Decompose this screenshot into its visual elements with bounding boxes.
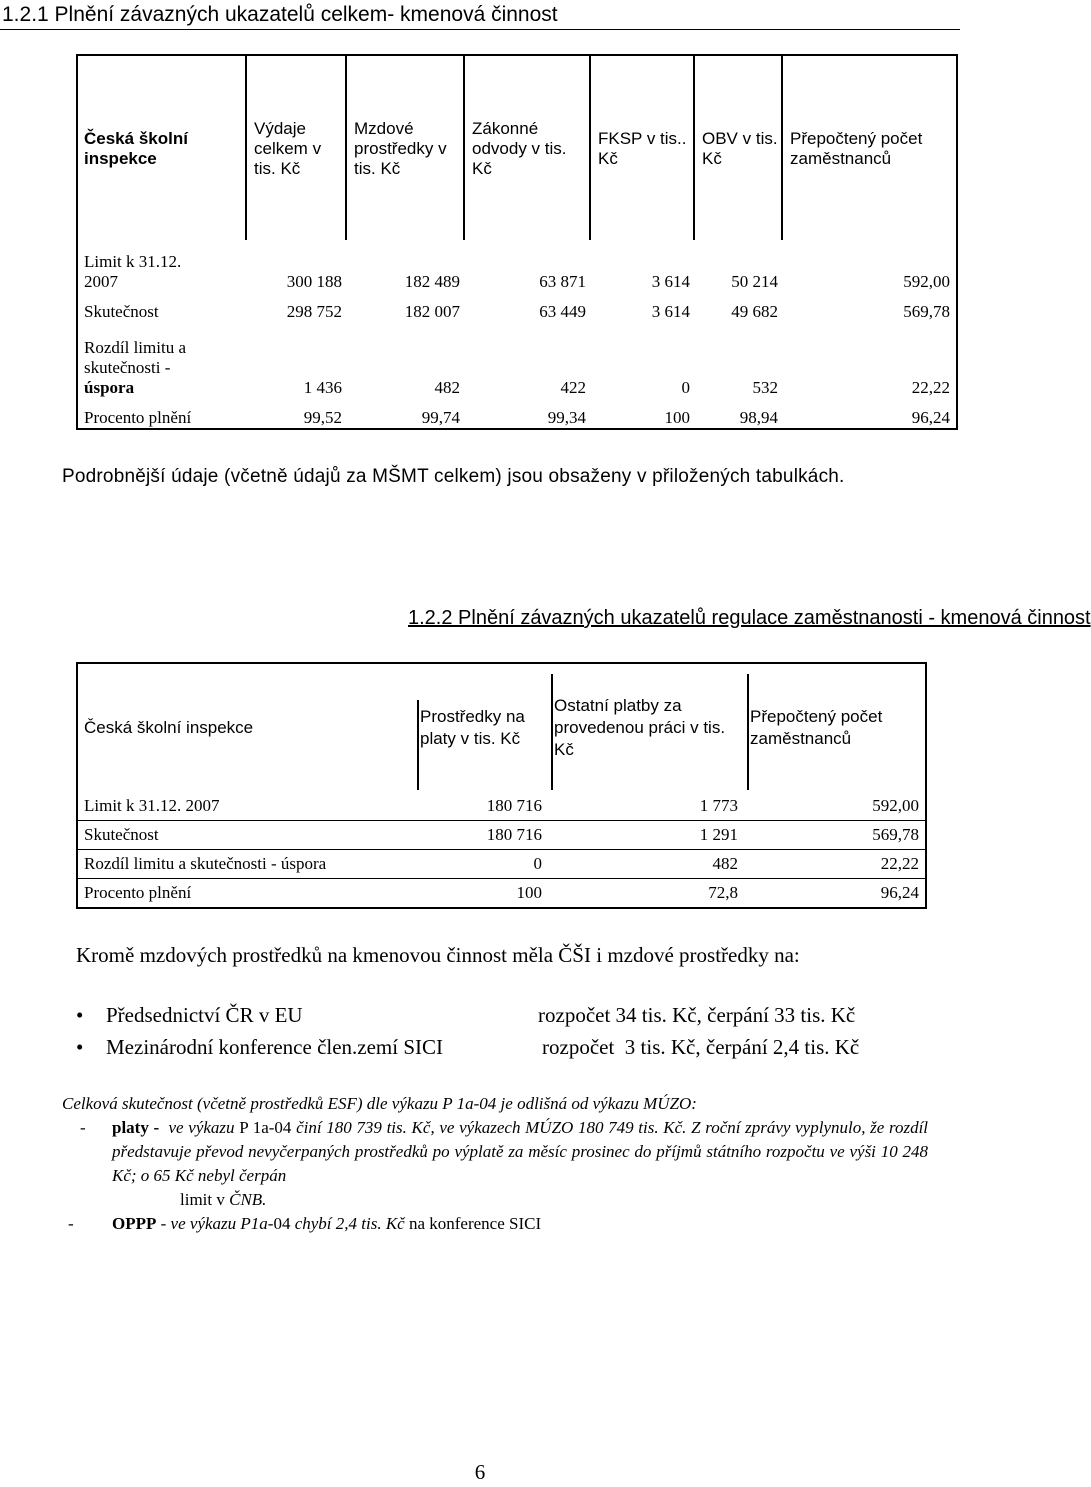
col-header-institution: Česká školní inspekce xyxy=(84,718,254,737)
table-limits-overall xyxy=(76,54,958,430)
col-header-wages: Mzdové prostředky v tis. Kč xyxy=(354,119,447,178)
col-header-headcount: Přepočtený počet zaměstnanců xyxy=(790,129,923,168)
col-header-institution: Česká školní inspekce xyxy=(84,129,188,168)
table-employment-regulation xyxy=(76,662,927,909)
table-row: Limit k 31.12. 2007 300 188 182 489 63 871 3 614 50 214 592,00 xyxy=(77,242,957,292)
table-row: Limit k 31.12. 2007 180 716 1 773 592,00 xyxy=(77,792,926,821)
col-header-levies: Zákonné odvody v tis. Kč xyxy=(472,119,567,178)
note-item-dash: - xyxy=(68,1214,74,1233)
table-row: Skutečnost 298 752 182 007 63 449 3 614 49 682 569,78 xyxy=(77,292,957,322)
table-row: Procento plnění 100 72,8 96,24 xyxy=(77,879,926,909)
bullet-dot-icon: • xyxy=(76,1035,84,1059)
paragraph-other-wages: Kromě mzdových prostředků na kmenovou činnost měla ČŠI i mzdové prostředky na: xyxy=(76,943,800,967)
col-header-headcount: Přepočtený počet zaměstnanců xyxy=(750,707,883,748)
col-header-fksp: FKSP v tis.. Kč xyxy=(598,129,687,168)
col-header-salaries: Prostředky na platy v tis. Kč xyxy=(420,707,525,748)
table-row: Rozdíl limitu a skutečnosti - úspora 0 482 22,22 xyxy=(77,850,926,879)
note-item-salaries-end: limit v ČNB. xyxy=(180,1190,267,1209)
paragraph-details: Podrobnější údaje (včetně údajů za MŠMT celkem) jsou obsaženy v přiložených tabulkách. xyxy=(62,466,845,487)
table-row: Procento plnění 99,52 99,74 99,34 100 98,94 96,24 xyxy=(77,398,957,429)
bullet-dot-icon: • xyxy=(76,1003,84,1027)
section-heading-1-2-2: 1.2.2 Plnění závazných ukazatelů regulace zaměstnanosti - kmenová činnost xyxy=(408,607,1091,629)
table-row: Skutečnost 180 716 1 291 569,78 xyxy=(77,821,926,850)
col-header-expenditure: Výdaje celkem v tis. Kč xyxy=(254,119,322,178)
section-heading-1-2-1: 1.2.1 Plnění závazných ukazatelů celkem- kmenová činnost xyxy=(0,0,960,30)
note-item-oppp: OPPP - ve výkazu P1a-04 chybí 2,4 tis. Kč na konference SICI xyxy=(112,1214,542,1233)
col-header-obv: OBV v tis. Kč xyxy=(702,129,778,168)
col-header-other-payments: Ostatní platby za provedenou práci v tis. Kč xyxy=(554,696,726,759)
note-intro: Celková skutečnost (včetně prostředků ESF) dle výkazu P 1a-04 je odlišná od výkazu MÚZO: xyxy=(62,1094,697,1113)
note-item-dash: - xyxy=(80,1118,86,1137)
note-item-salaries: platy - ve výkazu P 1a-04 činí 180 739 tis. Kč, ve výkazech MÚZO 180 749 tis. Kč. Z roční zprávy vyplynulo, že rozdíl představuje převod nevyčerpaných prostředků po výplatě za měsíc prosinec do příjmů státního rozpočtu ve výši 10 248 Kč; o 65 Kč nebyl čerpán xyxy=(112,1118,929,1185)
page-number: 6 xyxy=(474,1460,486,1484)
table-row: Rozdíl limitu a skutečnosti - úspora 1 436 482 422 0 532 22,22 xyxy=(77,322,957,398)
